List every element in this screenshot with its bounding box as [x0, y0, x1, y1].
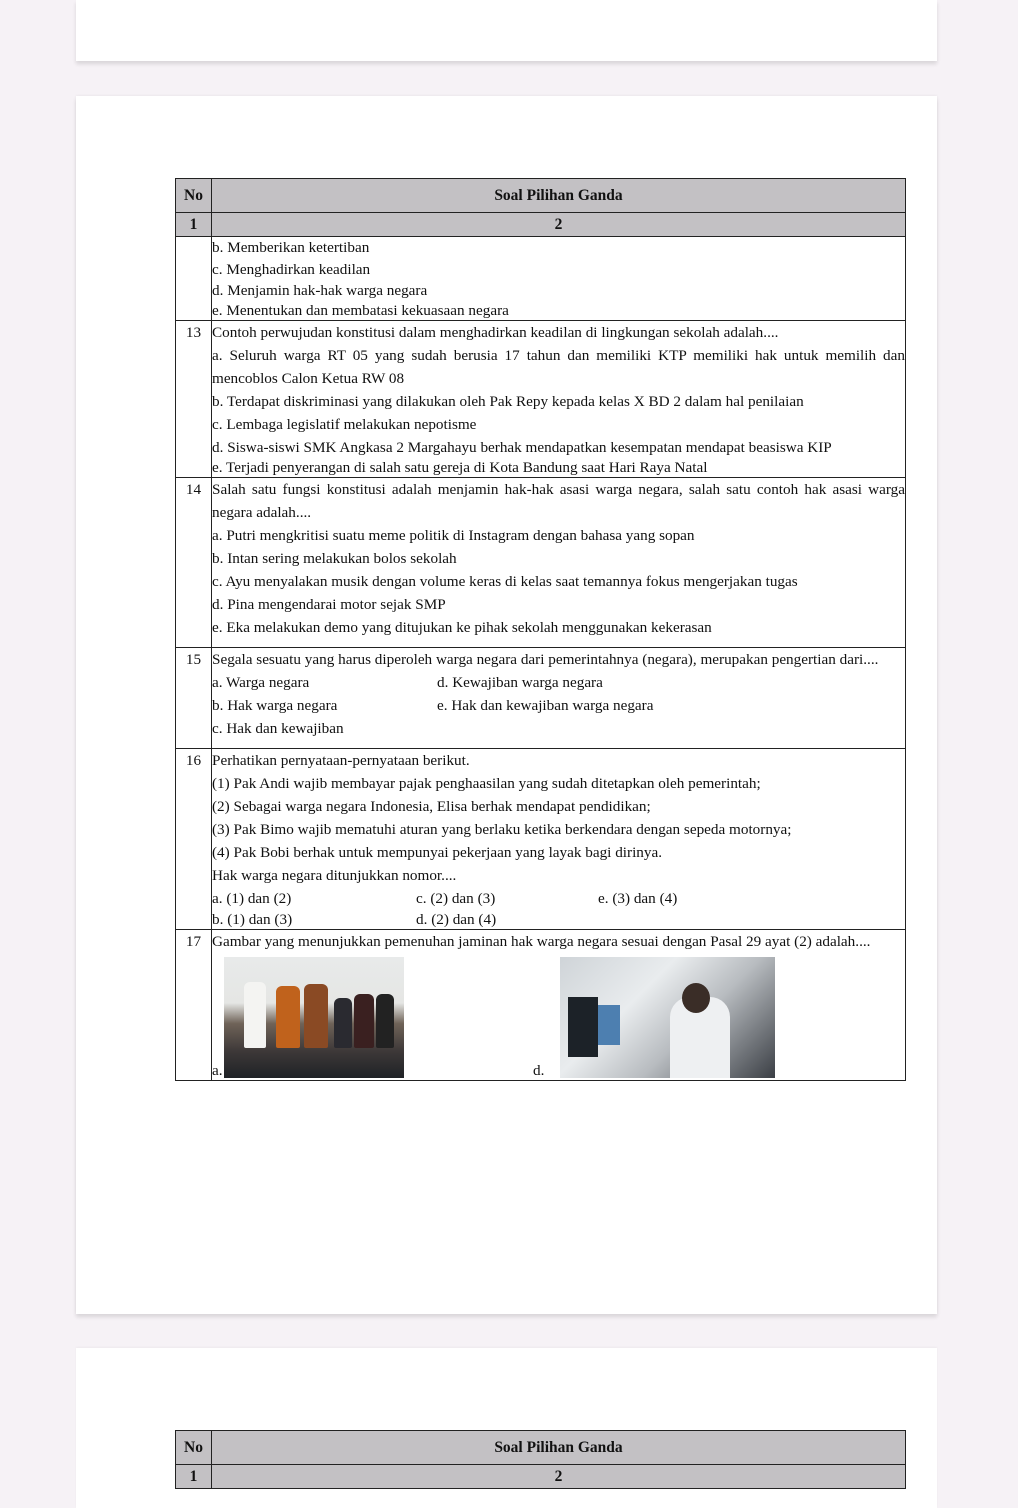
question-number: 15: [176, 647, 212, 748]
table-row: [176, 477, 906, 647]
interfaith-gathering-photo: [224, 957, 404, 1078]
question-body: [212, 748, 906, 929]
option-c: c. Lembaga legislatif melakukan nepotisme: [212, 415, 477, 433]
question-text: Gambar yang menunjukkan pemenuhan jaminan hak warga negara sesuai dengan Pasal 29 ayat (2) adalah....: [212, 932, 871, 950]
options-grid: [212, 671, 905, 740]
table-header-row: [176, 179, 906, 213]
option-e: e. Terjadi penyerangan di salah satu gereja di Kota Bandung saat Hari Raya Natal: [212, 458, 708, 476]
statement-4: (4) Pak Bobi berhak untuk mempunyai pekerjaan yang layak bagi dirinya.: [212, 843, 663, 861]
question-text: Perhatikan pernyataan-pernyataan berikut.: [212, 751, 470, 769]
subheader-no: 1: [176, 1465, 212, 1489]
table-subheader-row: [176, 213, 906, 237]
question-body: [212, 929, 906, 1080]
statement-3: (3) Pak Bimo wajib mematuhi aturan yang berlaku ketika berkendara dengan sepeda motornya;: [212, 820, 792, 838]
statement-1: (1) Pak Andi wajib membayar pajak penghaasilan yang sudah ditetapkan oleh pemerintah;: [212, 774, 761, 792]
option: c. Menghadirkan keadilan: [212, 261, 371, 278]
option-a: a. Putri mengkritisi suatu meme politik di Instagram dengan bahasa yang sopan: [212, 526, 695, 544]
option-c: c. (2) dan (3): [416, 889, 496, 907]
question-text: Segala sesuatu yang harus diperoleh warga negara dari pemerintahnya (negara), merupakan pengertian dari....: [212, 650, 879, 668]
option-e: e. Hak dan kewajiban warga negara: [437, 696, 654, 714]
next-page: [76, 1348, 937, 1508]
question-body: [212, 477, 906, 647]
option-e: e. (3) dan (4): [598, 889, 678, 907]
options-grid: [212, 887, 905, 929]
option-d: d. Siswa-siswi SMK Angkasa 2 Margahayu berhak mendapatkan kesempatan mendapat beasiswa KIP: [212, 438, 832, 456]
header-soal: Soal Pilihan Ganda: [212, 1431, 906, 1465]
option: e. Menentukan dan membatasi kekuasaan negara: [212, 301, 509, 319]
option: b. Memberikan ketertiban: [212, 239, 370, 256]
subheader-no: 1: [176, 213, 212, 237]
table-subheader-row: [176, 1465, 906, 1489]
option-b: b. Hak warga negara: [212, 696, 338, 714]
question-number: 13: [176, 320, 212, 477]
image-option-d-label: d.: [533, 1061, 545, 1079]
option-d: d. Pina mengendarai motor sejak SMP: [212, 595, 446, 613]
question-body: [212, 647, 906, 748]
question-number: 17: [176, 929, 212, 1080]
table-row: [176, 237, 906, 321]
question-text: Salah satu fungsi konstitusi adalah menjamin hak-hak asasi warga negara, salah satu contoh hak asasi warga negara adalah....: [212, 480, 905, 521]
option-c: c. Hak dan kewajiban: [212, 719, 344, 737]
table-row: [176, 320, 906, 477]
question-body: [212, 320, 906, 477]
question-number: [176, 237, 212, 321]
header-no: No: [176, 179, 212, 213]
header-soal: Soal Pilihan Ganda: [212, 179, 906, 213]
option-b: b. Terdapat diskriminasi yang dilakukan oleh Pak Repy kepada kelas X BD 2 dalam hal penilaian: [212, 392, 804, 410]
question-table: [175, 178, 906, 1081]
header-no: No: [176, 1431, 212, 1465]
question-prompt: Hak warga negara ditunjukkan nomor....: [212, 866, 457, 884]
image-options: [212, 953, 905, 1080]
question-number: 14: [176, 477, 212, 647]
option-d: d. Kewajiban warga negara: [437, 673, 603, 691]
option-e: e. Eka melakukan demo yang ditujukan ke pihak sekolah menggunakan kekerasan: [212, 618, 712, 636]
subheader-soal: 2: [212, 213, 906, 237]
option-b: b. Intan sering melakukan bolos sekolah: [212, 549, 457, 567]
question-number: 16: [176, 748, 212, 929]
option-a: a. (1) dan (2): [212, 889, 292, 907]
laboratory-microscope-photo: [560, 957, 775, 1078]
table-row: [176, 647, 906, 748]
option-c: c. Ayu menyalakan musik dengan volume keras di kelas saat temannya fokus mengerjakan tugas: [212, 572, 798, 590]
question-table-next: [175, 1430, 906, 1489]
option-b: b. (1) dan (3): [212, 910, 293, 928]
table-header-row: [176, 1431, 906, 1465]
subheader-soal: 2: [212, 1465, 906, 1489]
question-text: Contoh perwujudan konstitusi dalam menghadirkan keadilan di lingkungan sekolah adalah....: [212, 323, 779, 341]
option-a: a. Seluruh warga RT 05 yang sudah berusia 17 tahun dan memiliki KTP memiliki hak untuk memilih dan mencoblos Calon Ketua RW 08: [212, 346, 905, 387]
document-page: [76, 96, 937, 1314]
table-row: [176, 748, 906, 929]
previous-page: [76, 0, 937, 61]
statement-2: (2) Sebagai warga negara Indonesia, Elisa berhak mendapat pendidikan;: [212, 797, 651, 815]
option-d: d. (2) dan (4): [416, 910, 497, 928]
table-row: [176, 929, 906, 1080]
option-a: a. Warga negara: [212, 673, 310, 691]
option: d. Menjamin hak-hak warga negara: [212, 282, 428, 299]
question-body: [212, 237, 906, 321]
image-option-a-label: a.: [212, 1061, 223, 1079]
